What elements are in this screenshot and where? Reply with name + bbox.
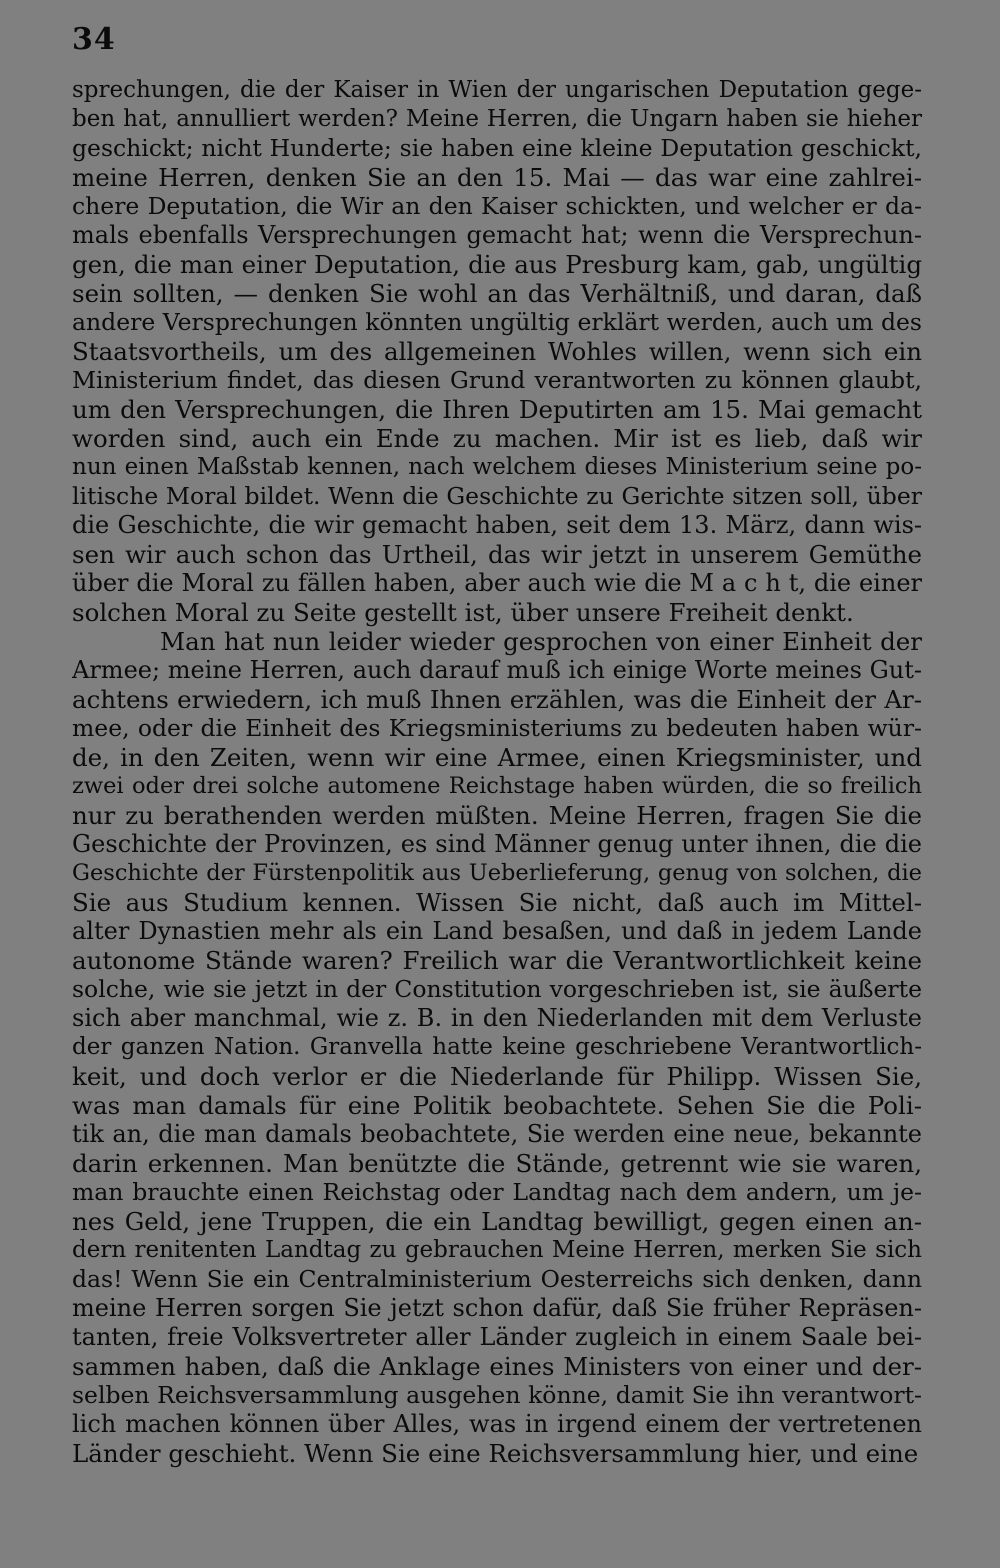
text-line: Ministerium findet, das diesen Grund verantworten zu können glaubt, <box>72 366 922 394</box>
text-line: sein sollten, — denken Sie wohl an das Verhältniß, und daran, daß <box>72 279 922 308</box>
text-line: sen wir auch schon das Urtheil, das wir jetzt in unserem Gemüthe <box>72 540 922 569</box>
text-line: der ganzen Nation. Granvella hatte keine geschriebene Verantwortlich- <box>72 1034 922 1060</box>
text-line: de, in den Zeiten, wenn wir eine Armee, einen Kriegsminister, und <box>72 743 922 772</box>
body-text <box>72 76 922 1468</box>
text-line: litische Moral bildet. Wenn die Geschichte zu Gerichte sitzen soll, über <box>72 482 922 510</box>
text-line: andere Versprechungen könnten ungültig erklärt werden, auch um des <box>72 308 922 336</box>
text-line: solche, wie sie jetzt in der Constitution vorgeschrieben ist, sie äußerte <box>72 975 922 1003</box>
text-line: Man hat nun leider wieder gesprochen von einer Einheit der <box>160 627 922 656</box>
text-line: sprechungen, die der Kaiser in Wien der ungarischen Deputation gege- <box>72 77 922 103</box>
text-line: tanten, freie Volksvertreter aller Länder zugleich in einem Saale bei- <box>72 1323 922 1351</box>
text-line: über die Moral zu fällen haben, aber auch wie die M a c h t, die einer <box>72 569 922 597</box>
text-line: gen, die man einer Deputation, die aus Presburg kam, gab, ungültig <box>72 250 922 279</box>
text-line: meine Herren sorgen Sie jetzt schon dafür, daß Sie früher Repräsen- <box>72 1294 922 1322</box>
text-line: Geschichte der Provinzen, es sind Männer genug unter ihnen, die die <box>72 830 922 858</box>
text-line: darin erkennen. Man benützte die Stände, getrennt wie sie waren, <box>72 1149 922 1178</box>
text-line: nun einen Maßstab kennen, nach welchem dieses Ministerium seine po- <box>72 454 922 480</box>
text-line: nur zu berathenden werden müßten. Meine Herren, fragen Sie die <box>72 801 922 830</box>
text-line: was man damals für eine Politik beobachtete. Sehen Sie die Poli- <box>72 1091 922 1120</box>
text-line: sammen haben, daß die Anklage eines Ministers von einer und der- <box>72 1352 922 1381</box>
text-line: dern renitenten Landtag zu gebrauchen Meine Herren, merken Sie sich <box>72 1237 922 1263</box>
text-line: Staatsvortheils, um des allgemeinen Wohles willen, wenn sich ein <box>72 337 922 366</box>
text-line: keit, und doch verlor er die Niederlande für Philipp. Wissen Sie, <box>72 1062 922 1091</box>
text-line: autonome Stände waren? Freilich war die Verantwortlichkeit keine <box>72 946 922 975</box>
text-line: meine Herren, denken Sie an den 15. Mai — das war eine zahlrei- <box>72 163 922 192</box>
text-line: nes Geld, jene Truppen, die ein Landtag bewilligt, gegen einen an- <box>72 1207 922 1236</box>
text-line: die Geschichte, die wir gemacht haben, seit dem 13. März, dann wis- <box>72 511 922 539</box>
text-line: Länder geschieht. Wenn Sie eine Reichsversammlung hier, und eine <box>72 1439 919 1468</box>
text-line: lich machen können über Alles, was in irgend einem der vertretenen <box>72 1410 922 1438</box>
text-line: chere Deputation, die Wir an den Kaiser schickten, und welcher er da- <box>72 192 922 220</box>
text-line: selben Reichsversammlung ausgehen könne, damit Sie ihn verantwort- <box>72 1381 922 1409</box>
text-line: geschickt; nicht Hunderte; sie haben eine kleine Deputation geschickt, <box>72 134 922 162</box>
text-line: solchen Moral zu Seite gestellt ist, über unsere Freiheit denkt. <box>72 598 854 627</box>
text-line: alter Dynastien mehr als ein Land besaßen, und daß in jedem Lande <box>72 917 922 945</box>
text-line: um den Versprechungen, die Ihren Deputirten am 15. Mai gemacht <box>72 395 922 424</box>
text-line: mee, oder die Einheit des Kriegsministeriums zu bedeuten haben wür- <box>72 714 922 742</box>
text-line: Geschichte der Fürstenpolitik aus Ueberlieferung, genug von solchen, die <box>72 860 922 886</box>
text-line: zwei oder drei solche automene Reichstage haben würden, die so freilich <box>72 773 922 799</box>
text-line: Armee; meine Herren, auch darauf muß ich einige Worte meines Gut- <box>72 656 922 684</box>
text-line: Sie aus Studium kennen. Wissen Sie nicht, daß auch im Mittel- <box>72 888 922 917</box>
text-line: man brauchte einen Reichstag oder Landtag nach dem andern, um je- <box>72 1178 922 1206</box>
text-line: tik an, die man damals beobachtete, Sie werden eine neue, bekannte <box>72 1120 922 1148</box>
text-line: sich aber manchmal, wie z. B. in den Niederlanden mit dem Verluste <box>72 1004 922 1032</box>
text-line: mals ebenfalls Versprechungen gemacht hat; wenn die Versprechun- <box>72 221 922 249</box>
text-line: achtens erwiedern, ich muß Ihnen erzählen, was die Einheit der Ar- <box>72 685 922 714</box>
text-line: worden sind, auch ein Ende zu machen. Mir ist es lieb, daß wir <box>72 424 922 453</box>
text-line: ben hat, annulliert werden? Meine Herren, die Ungarn haben sie hieher <box>72 106 922 132</box>
page-number: 34 <box>72 22 116 57</box>
text-line: das! Wenn Sie ein Centralministerium Oesterreichs sich denken, dann <box>72 1265 922 1293</box>
